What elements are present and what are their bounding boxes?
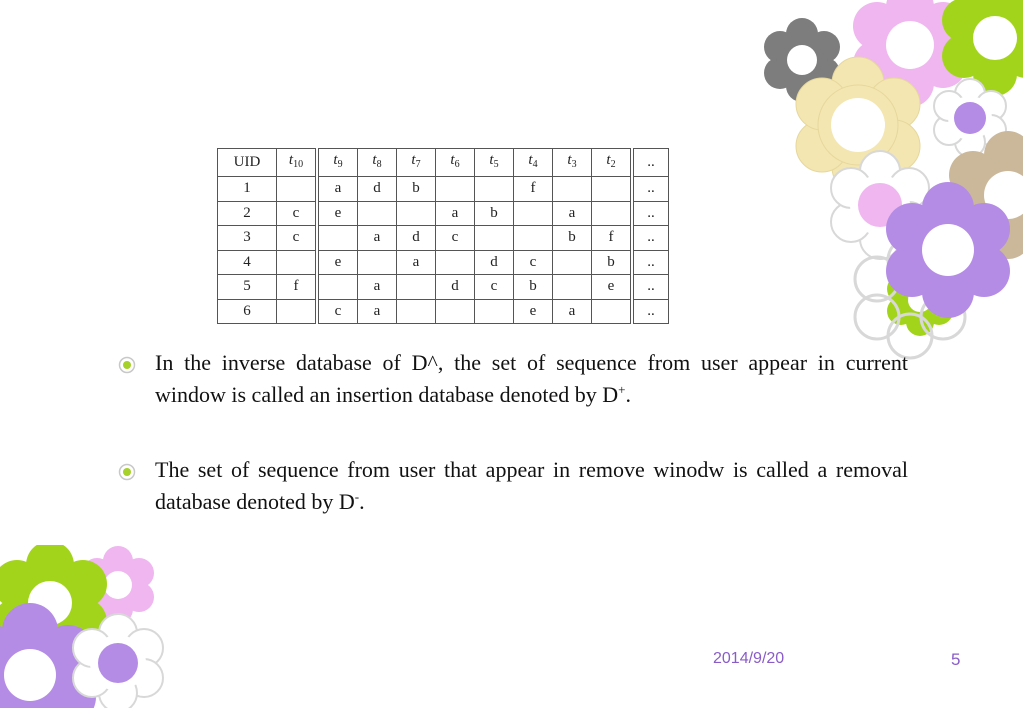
table-cell: .. — [632, 226, 669, 251]
table-cell: c — [317, 299, 358, 324]
table-cell: c — [514, 250, 553, 275]
table-cell: c — [436, 226, 475, 251]
table-cell: a — [317, 177, 358, 202]
table-cell: .. — [632, 250, 669, 275]
table-header-cell: $t_3$ — [553, 149, 592, 177]
bullet-superscript: + — [618, 382, 626, 397]
bullet-text-end: . — [359, 489, 365, 514]
table-row — [218, 275, 669, 300]
table-cell — [592, 299, 633, 324]
table-cell: a — [358, 299, 397, 324]
table-cell: .. — [632, 177, 669, 202]
table-cell: 2 — [218, 201, 277, 226]
table-cell: f — [514, 177, 553, 202]
table-cell — [553, 177, 592, 202]
table-cell — [317, 226, 358, 251]
table-cell: a — [358, 275, 397, 300]
table-cell: e — [317, 250, 358, 275]
flower-cluster-icon — [0, 545, 165, 708]
table-cell — [358, 250, 397, 275]
table-cell: .. — [632, 275, 669, 300]
table-cell — [553, 250, 592, 275]
table-cell: a — [436, 201, 475, 226]
table-cell — [436, 250, 475, 275]
table-cell: a — [358, 226, 397, 251]
table-header-cell: $t_5$ — [475, 149, 514, 177]
table-header-cell: $t_4$ — [514, 149, 553, 177]
table-cell: f — [592, 226, 633, 251]
bullet-text-main: In the inverse database of D^, the set of sequence from user appear in current window is called an insertion database denoted by D — [155, 350, 908, 407]
table-cell: c — [277, 226, 318, 251]
bullet-item-removal — [118, 454, 908, 518]
table-cell: b — [397, 177, 436, 202]
table-cell: d — [358, 177, 397, 202]
table-cell — [277, 299, 318, 324]
bullet-text — [155, 454, 908, 518]
table-row — [218, 299, 669, 324]
table-header-cell: $t_2$ — [592, 149, 633, 177]
table-cell — [514, 201, 553, 226]
table-header-row — [218, 149, 669, 177]
table-header-cell: $t_{10}$ — [277, 149, 318, 177]
table-cell — [475, 226, 514, 251]
table-cell: e — [317, 201, 358, 226]
table-cell — [277, 177, 318, 202]
page-number: 5 — [951, 650, 961, 669]
table-cell — [358, 201, 397, 226]
table-cell: b — [475, 201, 514, 226]
table-cell: 3 — [218, 226, 277, 251]
sequence-table — [217, 148, 669, 324]
table-cell: d — [475, 250, 514, 275]
table-cell: .. — [632, 201, 669, 226]
table-row — [218, 226, 669, 251]
table-cell: d — [397, 226, 436, 251]
table-row — [218, 201, 669, 226]
table-row — [218, 250, 669, 275]
table-cell: 5 — [218, 275, 277, 300]
table-cell — [553, 275, 592, 300]
table-cell: c — [277, 201, 318, 226]
table-cell: b — [553, 226, 592, 251]
table-cell: a — [397, 250, 436, 275]
bullet-text-main: The set of sequence from user that appear in remove winodw is called a removal database denoted by D — [155, 457, 908, 514]
table-cell: .. — [632, 299, 669, 324]
table-cell — [397, 275, 436, 300]
table-cell — [397, 201, 436, 226]
table-cell: b — [514, 275, 553, 300]
table-cell: c — [475, 275, 514, 300]
bullet-text-end: . — [625, 382, 631, 407]
bullet-item-insertion — [118, 347, 908, 411]
table-cell — [475, 299, 514, 324]
table-cell — [436, 299, 475, 324]
table-header-cell: $t_8$ — [358, 149, 397, 177]
table-cell: 1 — [218, 177, 277, 202]
table-header-uid: UID — [218, 149, 277, 177]
circle-bullet-icon — [118, 356, 136, 374]
bullet-superscript: - — [354, 489, 360, 504]
table-cell: d — [436, 275, 475, 300]
table-cell: 6 — [218, 299, 277, 324]
table-cell: a — [553, 299, 592, 324]
table-cell — [592, 177, 633, 202]
table-cell: f — [277, 275, 318, 300]
table-cell: 4 — [218, 250, 277, 275]
table-header-cell: $t_6$ — [436, 149, 475, 177]
table-cell — [475, 177, 514, 202]
table-cell: e — [592, 275, 633, 300]
table-header-cell: $t_7$ — [397, 149, 436, 177]
footer-date: 2014/9/20 — [713, 650, 785, 667]
table-header-cell: $t_9$ — [317, 149, 358, 177]
table-cell — [397, 299, 436, 324]
table-cell — [317, 275, 358, 300]
table-cell: a — [553, 201, 592, 226]
table-cell — [592, 201, 633, 226]
flower-cluster-icon — [760, 0, 1023, 360]
table-cell: e — [514, 299, 553, 324]
table-cell — [277, 250, 318, 275]
table-body — [218, 177, 669, 324]
table-cell: b — [592, 250, 633, 275]
table-cell — [514, 226, 553, 251]
table-header-more: .. — [632, 149, 669, 177]
circle-bullet-icon — [118, 463, 136, 481]
table-cell — [436, 177, 475, 202]
table-row — [218, 177, 669, 202]
bullet-text — [155, 347, 908, 411]
